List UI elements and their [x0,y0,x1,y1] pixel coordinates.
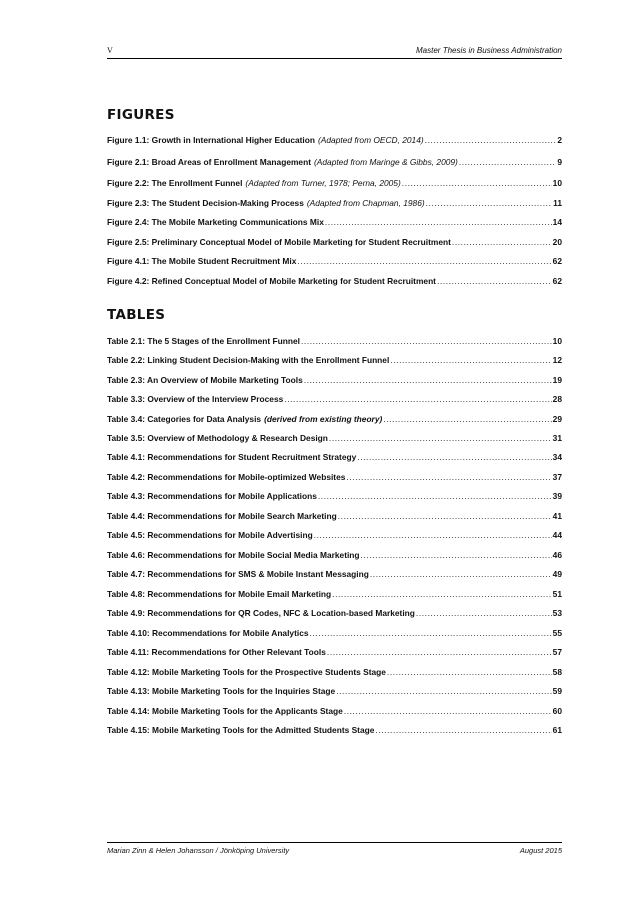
leader-dots [336,686,551,696]
table-entry[interactable] [107,608,562,620]
entry-label: Table 4.7: Recommendations for SMS & Mobile Instant Messaging [107,569,369,579]
entry-page: 62 [552,276,562,286]
leader-dots [416,608,552,618]
leader-dots [304,375,552,385]
figure-entry[interactable] [107,178,562,190]
entry-page: 2 [557,135,562,145]
table-entry[interactable] [107,628,562,640]
entry-label: Figure 2.5: Preliminary Conceptual Model of Mobile Marketing for Student Recruitment [107,237,451,247]
entry-page: 60 [552,706,562,716]
entry-note: (Adapted from Turner, 1978; Perna, 2005) [245,178,401,188]
page-footer [107,842,562,857]
tables-heading: TABLES [107,307,166,323]
entry-label: Table 4.12: Mobile Marketing Tools for the Prospective Students Stage [107,667,386,677]
leader-dots [329,433,552,443]
entry-page: 53 [552,608,562,618]
leader-dots [327,647,552,657]
leader-dots [318,491,552,501]
entry-page: 59 [552,686,562,696]
authors: Marian Zinn & Helen Johansson / Jönköping University [107,846,290,855]
entry-label: Figure 2.1: Broad Areas of Enrollment Management [107,157,311,167]
table-entry[interactable] [107,706,562,718]
entry-label: Table 4.2: Recommendations for Mobile-optimized Websites [107,472,346,482]
table-entry[interactable] [107,511,562,523]
entry-label: Table 4.3: Recommendations for Mobile Applications [107,491,317,501]
entry-label: Table 4.4: Recommendations for Mobile Search Marketing [107,511,337,521]
leader-dots [301,336,552,346]
table-entry[interactable] [107,667,562,679]
table-entry[interactable] [107,433,562,445]
entry-label: Table 4.11: Recommendations for Other Relevant Tools [107,647,326,657]
figure-entry[interactable] [107,198,562,210]
leader-dots [402,178,552,188]
entry-page: 44 [552,530,562,540]
entry-label: Table 4.15: Mobile Marketing Tools for the Admitted Students Stage [107,725,375,735]
entry-page: 28 [552,394,562,404]
entry-note: (Adapted from Maringe & Gibbs, 2009) [314,157,458,167]
entry-label: Table 4.1: Recommendations for Student Recruitment Strategy [107,452,357,462]
leader-dots [344,706,552,716]
table-entry[interactable] [107,394,562,406]
leader-dots [314,530,552,540]
entry-label: Figure 2.3: The Student Decision-Making Process [107,198,304,208]
table-entry[interactable] [107,491,562,503]
entry-label: Table 4.10: Recommendations for Mobile Analytics [107,628,309,638]
leader-dots [297,256,551,266]
leader-dots [284,394,551,404]
entry-note: (Adapted from OECD, 2014) [318,135,424,145]
leader-dots [425,135,557,145]
entry-page: 31 [552,433,562,443]
entry-page: 39 [552,491,562,501]
entry-label: Figure 4.1: The Mobile Student Recruitment Mix [107,256,297,266]
table-entry[interactable] [107,375,562,387]
entry-page: 55 [552,628,562,638]
entry-label: Figure 2.2: The Enrollment Funnel [107,178,243,188]
leader-dots [357,452,551,462]
entry-label: Figure 4.2: Refined Conceptual Model of Mobile Marketing for Student Recruitment [107,276,436,286]
leader-dots [346,472,551,482]
entry-label: Table 4.14: Mobile Marketing Tools for the Applicants Stage [107,706,343,716]
entry-label: Table 2.3: An Overview of Mobile Marketing Tools [107,375,303,385]
entry-page: 46 [552,550,562,560]
entry-page: 49 [552,569,562,579]
table-entry[interactable] [107,589,562,601]
table-entry[interactable] [107,336,562,348]
table-entry[interactable] [107,355,562,367]
entry-label: Table 3.4: Categories for Data Analysis [107,414,262,424]
leader-dots [310,628,552,638]
page-header [107,44,562,59]
entry-note: (Adapted from Chapman, 1986) [306,198,425,208]
entry-page: 11 [553,198,562,208]
table-entry[interactable] [107,569,562,581]
entry-note: (derived from existing theory) [264,414,383,424]
entry-page: 57 [552,647,562,657]
figure-entry[interactable] [107,135,562,147]
leader-dots [437,276,552,286]
figure-entry[interactable] [107,256,562,268]
table-entry[interactable] [107,414,562,426]
table-entry[interactable] [107,686,562,698]
entry-label: Table 4.5: Recommendations for Mobile Advertising [107,530,313,540]
entry-page: 61 [552,725,562,735]
leader-dots [370,569,552,579]
leader-dots [390,355,551,365]
leader-dots [459,157,556,167]
entry-label: Table 2.1: The 5 Stages of the Enrollment Funnel [107,336,300,346]
page-number-roman: V [107,46,113,55]
entry-page: 29 [552,414,562,424]
entry-page: 12 [552,355,562,365]
figure-entry[interactable] [107,237,562,249]
leader-dots [338,511,552,521]
entry-page: 14 [552,217,562,227]
entry-page: 62 [552,256,562,266]
entry-label: Table 3.3: Overview of the Interview Process [107,394,284,404]
entry-label: Table 4.13: Mobile Marketing Tools for the Inquiries Stage [107,686,336,696]
leader-dots [375,725,551,735]
date: August 2015 [519,846,562,855]
table-entry[interactable] [107,452,562,464]
leader-dots [383,414,551,424]
entry-label: Table 2.2: Linking Student Decision-Making with the Enrollment Funnel [107,355,390,365]
entry-page: 58 [552,667,562,677]
entry-label: Figure 2.4: The Mobile Marketing Communications Mix [107,217,324,227]
leader-dots [361,550,552,560]
leader-dots [387,667,552,677]
table-entry[interactable] [107,550,562,562]
running-title: Master Thesis in Business Administration [416,46,562,55]
leader-dots [325,217,552,227]
entry-label: Table 4.6: Recommendations for Mobile Social Media Marketing [107,550,360,560]
figure-entry[interactable] [107,217,562,229]
entry-label: Figure 1.1: Growth in International Higher Education [107,135,315,145]
entry-label: Table 4.9: Recommendations for QR Codes, NFC & Location-based Marketing [107,608,415,618]
entry-page: 41 [552,511,562,521]
table-entry[interactable] [107,472,562,484]
figure-entry[interactable] [107,276,562,288]
table-entry[interactable] [107,530,562,542]
leader-dots [426,198,552,208]
leader-dots [332,589,552,599]
figures-heading: FIGURES [107,107,175,123]
entry-label: Table 4.8: Recommendations for Mobile Email Marketing [107,589,332,599]
entry-page: 51 [552,589,562,599]
table-entry[interactable] [107,647,562,659]
entry-page: 10 [552,336,562,346]
entry-page: 10 [552,178,562,188]
table-entry[interactable] [107,725,562,737]
entry-page: 37 [552,472,562,482]
entry-page: 19 [552,375,562,385]
figure-entry[interactable] [107,157,562,169]
entry-page: 20 [552,237,562,247]
entry-label: Table 3.5: Overview of Methodology & Research Design [107,433,328,443]
leader-dots [452,237,552,247]
entry-page: 9 [557,157,562,167]
entry-page: 34 [552,452,562,462]
